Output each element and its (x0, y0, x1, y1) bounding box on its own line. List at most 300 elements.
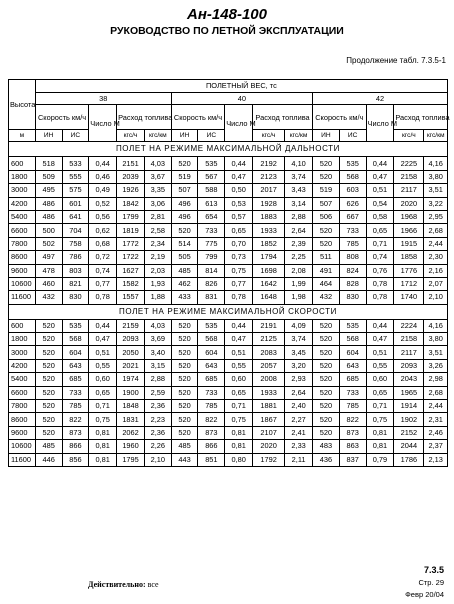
table-cell: 520 (171, 386, 198, 399)
table-cell: 1966 (394, 224, 424, 237)
table-cell: 520 (313, 413, 340, 426)
weight-38-header: 38 (35, 93, 171, 105)
table-cell: 535 (198, 157, 225, 170)
table-cell: 2,34 (144, 237, 171, 250)
table-cell: 2,68 (424, 386, 448, 399)
table-cell: 3,26 (424, 359, 448, 372)
table-cell: 1,99 (285, 277, 313, 290)
altitude-cell: 9600 (9, 264, 36, 277)
validity-label: Действительно: (88, 580, 146, 589)
section-max-range-title: ПОЛЕТ НА РЕЖИМЕ МАКСИМАЛЬНОЙ ДАЛЬНОСТИ (9, 142, 448, 157)
table-cell: 643 (339, 359, 366, 372)
table-cell: 3,80 (424, 333, 448, 346)
table-cell: 2125 (253, 333, 285, 346)
table-cell: 2,16 (424, 264, 448, 277)
table-cell: 2062 (117, 426, 145, 439)
table-cell: 3,22 (424, 197, 448, 210)
table-cell: 2083 (253, 346, 285, 359)
table-cell: 520 (35, 319, 62, 332)
table-cell: 2152 (394, 426, 424, 439)
table-cell: 0,71 (225, 400, 253, 413)
table-cell: 520 (313, 386, 340, 399)
table-cell: 511 (313, 251, 340, 264)
table-cell: 1648 (253, 291, 285, 304)
table-cell: 2021 (117, 359, 145, 372)
mach-header: Число М (366, 105, 394, 142)
table-cell: 491 (313, 264, 340, 277)
table-cell: 0,47 (366, 170, 394, 183)
table-cell: 0,44 (366, 157, 394, 170)
altitude-cell: 1800 (9, 170, 36, 183)
table-cell: 506 (313, 210, 340, 223)
table-cell: 733 (339, 386, 366, 399)
table-cell: 613 (198, 197, 225, 210)
table-cell: 535 (339, 157, 366, 170)
altitude-cell: 8600 (9, 251, 36, 264)
table-cell: 432 (313, 291, 340, 304)
table-cell: 1900 (117, 386, 145, 399)
table-cell: 0,57 (225, 210, 253, 223)
table-cell: 2123 (253, 170, 285, 183)
table-cell: 0,58 (366, 210, 394, 223)
table-cell: 822 (339, 413, 366, 426)
table-row (9, 373, 448, 386)
table-cell: 2017 (253, 184, 285, 197)
table-cell: 803 (62, 264, 89, 277)
table-cell: 2,46 (424, 426, 448, 439)
table-cell: 2151 (117, 157, 145, 170)
table-cell: 2093 (394, 359, 424, 372)
table-cell: 1799 (117, 210, 145, 223)
table-cell: 520 (35, 346, 62, 359)
mach-header: Число М (225, 105, 253, 142)
table-cell: 555 (62, 170, 89, 183)
table-cell: 604 (339, 346, 366, 359)
table-cell: 0,47 (225, 333, 253, 346)
table-cell: 3,74 (285, 170, 313, 183)
table-cell: 496 (171, 197, 198, 210)
table-cell: 0,46 (89, 170, 117, 183)
table-cell: 462 (171, 277, 198, 290)
table-cell: 1582 (117, 277, 145, 290)
table-cell: 2191 (253, 319, 285, 332)
table-cell: 2,27 (285, 413, 313, 426)
table-cell: 443 (171, 453, 198, 466)
table-cell: 785 (62, 400, 89, 413)
table-cell: 575 (62, 184, 89, 197)
unit-tas: ИС (198, 130, 225, 142)
table-cell: 496 (171, 210, 198, 223)
table-cell: 2225 (394, 157, 424, 170)
table-cell: 4,03 (144, 157, 171, 170)
validity-note (88, 580, 159, 589)
table-cell: 0,55 (89, 359, 117, 372)
table-cell: 1933 (253, 224, 285, 237)
unit-kgh: кгс/ч (253, 130, 285, 142)
table-row (9, 333, 448, 346)
table-cell: 0,71 (366, 400, 394, 413)
table-cell: 1792 (253, 453, 285, 466)
table-cell: 2,23 (144, 413, 171, 426)
table-cell: 520 (35, 400, 62, 413)
table-cell: 830 (339, 291, 366, 304)
table-cell: 485 (35, 440, 62, 453)
unit-m: м (9, 130, 36, 142)
table-cell: 520 (313, 359, 340, 372)
table-cell: 520 (313, 373, 340, 386)
altitude-cell: 10600 (9, 277, 36, 290)
table-cell: 604 (198, 346, 225, 359)
table-cell: 0,60 (225, 373, 253, 386)
table-cell: 0,49 (89, 184, 117, 197)
table-cell: 0,78 (89, 291, 117, 304)
table-cell: 1786 (394, 453, 424, 466)
table-cell: 1960 (117, 440, 145, 453)
table-row (9, 277, 448, 290)
table-cell: 0,77 (225, 277, 253, 290)
table-cell: 0,74 (89, 264, 117, 277)
table-cell: 520 (313, 426, 340, 439)
table-cell: 0,65 (225, 386, 253, 399)
table-cell: 2,95 (424, 210, 448, 223)
table-cell: 520 (313, 400, 340, 413)
table-cell: 2,10 (144, 453, 171, 466)
table-cell: 2158 (394, 333, 424, 346)
table-cell: 3,51 (424, 346, 448, 359)
table-cell: 3,69 (144, 333, 171, 346)
table-cell: 2,68 (424, 224, 448, 237)
table-cell: 1881 (253, 400, 285, 413)
table-cell: 1740 (394, 291, 424, 304)
table-cell: 0,73 (225, 251, 253, 264)
table-cell: 2,36 (144, 426, 171, 439)
table-cell: 654 (198, 210, 225, 223)
table-cell: 520 (313, 157, 340, 170)
table-cell: 0,77 (89, 277, 117, 290)
table-cell: 0,50 (225, 184, 253, 197)
altitude-cell: 1800 (9, 333, 36, 346)
table-cell: 520 (313, 319, 340, 332)
table-cell: 0,74 (366, 251, 394, 264)
table-cell: 733 (339, 224, 366, 237)
table-cell: 3,45 (285, 346, 313, 359)
table-cell: 826 (198, 277, 225, 290)
table-cell: 2,44 (424, 237, 448, 250)
table-cell: 1974 (117, 373, 145, 386)
table-cell: 643 (62, 359, 89, 372)
unit-kgh: кгс/ч (394, 130, 424, 142)
table-cell: 0,75 (366, 413, 394, 426)
fuel-header: Расход топлива (253, 105, 313, 130)
performance-table (8, 79, 448, 467)
table-cell: 433 (171, 291, 198, 304)
table-cell: 0,75 (225, 413, 253, 426)
table-cell: 1,88 (144, 291, 171, 304)
altitude-cell: 600 (9, 157, 36, 170)
table-cell: 1642 (253, 277, 285, 290)
table-cell: 603 (339, 184, 366, 197)
table-cell: 520 (171, 413, 198, 426)
table-cell: 873 (339, 426, 366, 439)
table-cell: 3,80 (424, 170, 448, 183)
table-cell: 1,98 (285, 291, 313, 304)
unit-ias: ИН (313, 130, 340, 142)
table-cell: 1819 (117, 224, 145, 237)
altitude-cell: 11600 (9, 453, 36, 466)
table-cell: 2,07 (424, 277, 448, 290)
table-cell: 460 (35, 277, 62, 290)
altitude-cell: 600 (9, 319, 36, 332)
table-cell: 641 (62, 210, 89, 223)
page-number: Стр. 29 (418, 578, 444, 587)
table-cell: 520 (171, 346, 198, 359)
weight-40-header: 40 (171, 93, 312, 105)
table-cell: 3,67 (144, 170, 171, 183)
table-cell: 520 (171, 319, 198, 332)
table-cell: 0,51 (366, 346, 394, 359)
table-cell: 0,71 (366, 237, 394, 250)
table-cell: 1902 (394, 413, 424, 426)
altitude-header: Высота (9, 80, 36, 130)
unit-tas: ИС (339, 130, 366, 142)
table-cell: 0,78 (366, 277, 394, 290)
table-cell: 520 (171, 359, 198, 372)
unit-tas: ИС (62, 130, 89, 142)
altitude-cell: 7800 (9, 400, 36, 413)
table-cell: 0,75 (89, 413, 117, 426)
table-cell: 2,88 (285, 210, 313, 223)
table-cell: 2159 (117, 319, 145, 332)
table-cell: 2,25 (285, 251, 313, 264)
table-cell: 2,37 (424, 440, 448, 453)
table-row (9, 386, 448, 399)
table-cell: 2224 (394, 319, 424, 332)
table-row (9, 170, 448, 183)
table-row (9, 237, 448, 250)
table-cell: 0,81 (89, 453, 117, 466)
table-cell: 785 (198, 400, 225, 413)
table-cell: 0,44 (225, 319, 253, 332)
table-cell: 0,65 (89, 386, 117, 399)
altitude-cell: 4200 (9, 359, 36, 372)
table-cell: 1831 (117, 413, 145, 426)
unit-ias: ИН (171, 130, 198, 142)
table-cell: 733 (62, 386, 89, 399)
table-cell: 2020 (253, 440, 285, 453)
table-row (9, 400, 448, 413)
table-cell: 2,31 (424, 413, 448, 426)
table-cell: 567 (198, 170, 225, 183)
table-cell: 786 (62, 251, 89, 264)
table-cell: 831 (198, 291, 225, 304)
table-row (9, 224, 448, 237)
table-cell: 520 (35, 413, 62, 426)
speed-header: Скорость км/ч (171, 105, 225, 130)
table-cell: 643 (198, 359, 225, 372)
table-cell: 799 (198, 251, 225, 264)
altitude-cell: 3000 (9, 346, 36, 359)
table-cell: 866 (62, 440, 89, 453)
table-cell: 808 (339, 251, 366, 264)
table-cell: 2,26 (144, 440, 171, 453)
table-cell: 568 (198, 333, 225, 346)
table-cell: 626 (339, 197, 366, 210)
table-cell: 1712 (394, 277, 424, 290)
table-cell: 520 (171, 400, 198, 413)
table-cell: 1852 (253, 237, 285, 250)
table-cell: 1557 (117, 291, 145, 304)
table-cell: 3,51 (424, 184, 448, 197)
table-cell: 520 (171, 426, 198, 439)
table-cell: 1914 (394, 400, 424, 413)
speed-header: Скорость км/ч (313, 105, 367, 130)
fuel-header: Расход топлива (394, 105, 448, 130)
altitude-cell: 5400 (9, 210, 36, 223)
table-cell: 0,65 (366, 224, 394, 237)
table-cell: 2192 (253, 157, 285, 170)
table-cell: 1965 (394, 386, 424, 399)
table-cell: 2043 (394, 373, 424, 386)
table-cell: 436 (313, 453, 340, 466)
flight-weight-header: ПОЛЕТНЫЙ ВЕС, тс (35, 80, 447, 93)
table-cell: 483 (313, 440, 340, 453)
table-cell: 2107 (253, 426, 285, 439)
table-row (9, 319, 448, 332)
mach-header: Число М (89, 105, 117, 142)
table-cell: 1926 (117, 184, 145, 197)
table-cell: 485 (171, 264, 198, 277)
table-cell: 873 (62, 426, 89, 439)
altitude-cell: 6600 (9, 224, 36, 237)
table-cell: 0,81 (366, 426, 394, 439)
table-cell: 520 (35, 359, 62, 372)
table-row (9, 413, 448, 426)
table-cell: 0,44 (225, 157, 253, 170)
table-cell: 2,88 (144, 373, 171, 386)
table-cell: 1867 (253, 413, 285, 426)
section-max-speed-title: ПОЛЕТ НА РЕЖИМЕ МАКСИМАЛЬНОЙ СКОРОСТИ (9, 304, 448, 319)
table-cell: 830 (62, 291, 89, 304)
unit-ias: ИН (35, 130, 62, 142)
table-cell: 3,15 (144, 359, 171, 372)
table-row (9, 264, 448, 277)
table-row (9, 359, 448, 372)
table-cell: 3,06 (144, 197, 171, 210)
table-cell: 0,81 (366, 440, 394, 453)
table-cell: 2044 (394, 440, 424, 453)
table-cell: 520 (171, 157, 198, 170)
table-row (9, 291, 448, 304)
table-cell: 1,93 (144, 277, 171, 290)
table-cell: 1795 (117, 453, 145, 466)
table-cell: 520 (171, 373, 198, 386)
table-cell: 520 (171, 333, 198, 346)
table-cell: 3,14 (285, 197, 313, 210)
table-cell: 0,44 (366, 319, 394, 332)
table-cell: 535 (62, 319, 89, 332)
table-cell: 0,51 (225, 346, 253, 359)
table-cell: 520 (313, 170, 340, 183)
table-cell: 518 (35, 157, 62, 170)
table-cell: 464 (313, 277, 340, 290)
table-cell: 519 (313, 184, 340, 197)
table-cell: 0,53 (225, 197, 253, 210)
table-cell: 856 (62, 453, 89, 466)
table-cell: 2,10 (424, 291, 448, 304)
table-cell: 0,51 (89, 346, 117, 359)
table-cell: 0,56 (89, 210, 117, 223)
altitude-cell: 6600 (9, 386, 36, 399)
table-cell: 0,44 (89, 319, 117, 332)
table-cell: 533 (62, 157, 89, 170)
table-cell: 535 (339, 319, 366, 332)
table-cell: 0,78 (366, 291, 394, 304)
table-cell: 1915 (394, 237, 424, 250)
table-cell: 0,44 (89, 157, 117, 170)
table-cell: 507 (171, 184, 198, 197)
table-cell: 2,39 (285, 237, 313, 250)
table-cell: 0,76 (366, 264, 394, 277)
table-cell: 2,93 (285, 373, 313, 386)
table-cell: 733 (198, 224, 225, 237)
table-cell: 535 (198, 319, 225, 332)
table-cell: 822 (62, 413, 89, 426)
table-cell: 0,81 (89, 440, 117, 453)
table-cell: 0,47 (225, 170, 253, 183)
table-cell: 520 (313, 237, 340, 250)
table-cell: 873 (198, 426, 225, 439)
table-cell: 0,65 (225, 224, 253, 237)
altitude-cell: 7800 (9, 237, 36, 250)
table-cell: 2,11 (285, 453, 313, 466)
table-cell: 785 (339, 237, 366, 250)
unit-kgkm: кгс/км (424, 130, 448, 142)
table-cell: 486 (35, 197, 62, 210)
validity-value: все (147, 580, 159, 589)
table-cell: 824 (339, 264, 366, 277)
table-cell: 0,52 (89, 197, 117, 210)
table-cell: 4,10 (285, 157, 313, 170)
table-cell: 0,60 (366, 373, 394, 386)
table-cell: 495 (35, 184, 62, 197)
section-code: 7.3.5 (423, 565, 444, 575)
table-cell: 3,35 (144, 184, 171, 197)
unit-kgkm: кгс/км (285, 130, 313, 142)
altitude-cell: 10600 (9, 440, 36, 453)
table-cell: 0,70 (225, 237, 253, 250)
table-cell: 814 (198, 264, 225, 277)
table-cell: 520 (313, 333, 340, 346)
table-cell: 2,81 (144, 210, 171, 223)
table-cell: 2,13 (424, 453, 448, 466)
table-cell: 1776 (394, 264, 424, 277)
altitude-cell: 11600 (9, 291, 36, 304)
altitude-cell: 9600 (9, 426, 36, 439)
table-cell: 758 (62, 237, 89, 250)
table-cell: 520 (313, 346, 340, 359)
table-cell: 3,74 (285, 333, 313, 346)
table-cell: 667 (339, 210, 366, 223)
table-cell: 2158 (394, 170, 424, 183)
table-cell: 2,58 (144, 224, 171, 237)
table-cell: 497 (35, 251, 62, 264)
table-cell: 0,80 (225, 453, 253, 466)
table-cell: 0,81 (89, 426, 117, 439)
table-cell: 1848 (117, 400, 145, 413)
table-cell: 2,40 (285, 400, 313, 413)
table-row (9, 197, 448, 210)
table-cell: 1968 (394, 210, 424, 223)
